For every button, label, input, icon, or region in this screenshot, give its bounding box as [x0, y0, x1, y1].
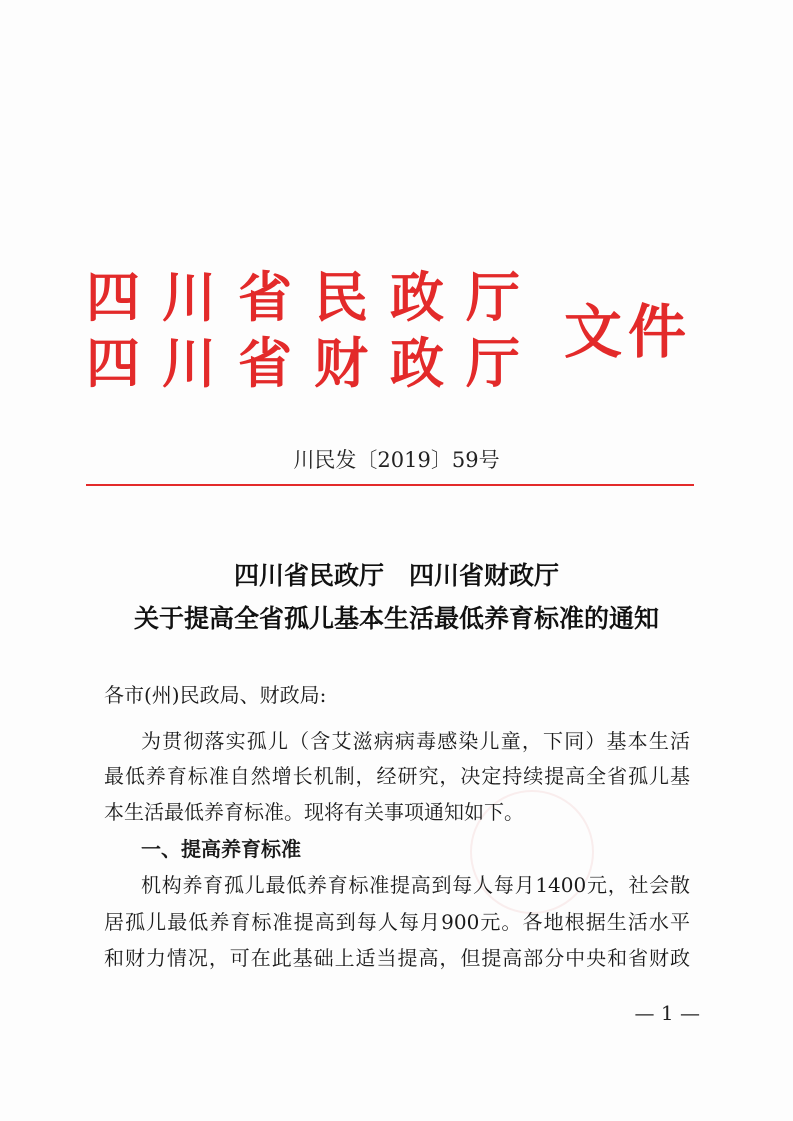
document-number: 川民发〔2019〕59号	[293, 448, 500, 472]
paragraph-line: 机构养育孤儿最低养育标准提高到每人每月1400元，社会散	[141, 873, 690, 897]
red-letterhead	[86, 268, 706, 398]
issuer-civil-affairs: 四川省民政厅	[86, 266, 542, 329]
title-issuers: 四川省民政厅 四川省财政厅	[233, 561, 559, 590]
page-number: — 1 —	[634, 1001, 700, 1025]
paragraph-line: 居孤儿最低养育标准提高到每人每月900元。各地根据生活水平	[104, 910, 690, 934]
issuer-finance: 四川省财政厅	[86, 332, 542, 395]
paragraph-line: 为贯彻落实孤儿（含艾滋病病毒感染儿童，下同）基本生活	[141, 729, 690, 753]
section-heading: 一、提高养育标准	[141, 837, 301, 861]
paragraph-line: 最低养育标准自然增长机制，经研究，决定持续提高全省孤儿基	[104, 764, 690, 788]
paragraph-line: 和财力情况，可在此基础上适当提高，但提高部分中央和省财政	[104, 946, 690, 970]
paragraph-line: 本生活最低养育标准。现将有关事项通知如下。	[104, 800, 524, 824]
red-divider	[86, 484, 694, 486]
salutation: 各市(州)民政局、财政局:	[104, 683, 327, 707]
title-subject: 关于提高全省孤儿基本生活最低养育标准的通知	[133, 604, 659, 633]
document-word: 文件	[564, 298, 693, 366]
